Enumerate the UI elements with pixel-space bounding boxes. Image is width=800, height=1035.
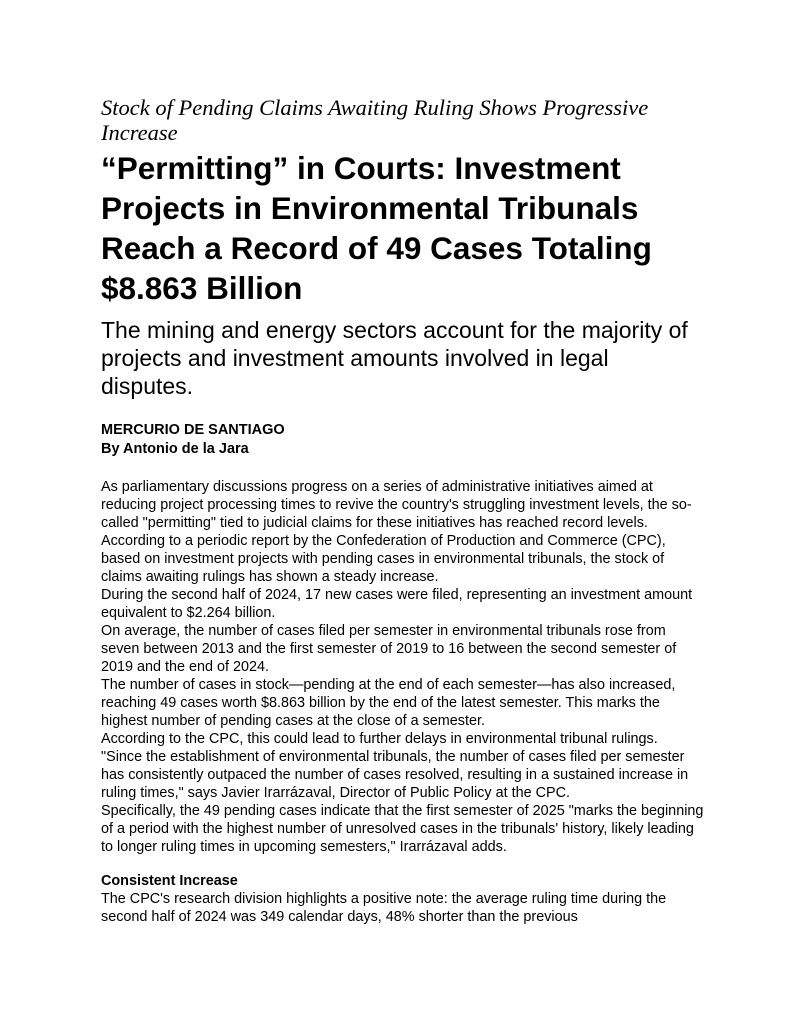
article-dek: The mining and energy sectors account for the majority of projects and investment amounts involved in legal disputes. (101, 317, 688, 399)
body-paragraph: Specifically, the 49 pending cases indicate that the first semester of 2025 "marks the beginning of a period with the highest number of unresolved cases in the tribunals' history, likely leading to longer ruling times in upcoming semesters," Irarrázaval adds. (101, 803, 704, 855)
body-paragraph: The CPC's research division highlights a positive note: the average ruling time during the second half of 2024 was 349 calendar days, 48% shorter than the previous (101, 891, 667, 925)
body-paragraph: During the second half of 2024, 17 new cases were filed, representing an investment amount equivalent to $2.264 billion. (101, 587, 693, 621)
body-paragraph: According to the CPC, this could lead to further delays in environmental tribunal rulings. (101, 731, 658, 747)
body-paragraph: According to a periodic report by the Confederation of Production and Commerce (CPC), based on investment projects with pending cases in environmental tribunals, the stock of claims awaiting rulings has shown a steady increase. (101, 533, 666, 585)
byline-author: By Antonio de la Jara (101, 441, 249, 457)
body-paragraph: On average, the number of cases filed per semester in environmental tribunals rose from seven between 2013 and the first semester of 2019 to 16 between the second semester of 2019 and the end of 2024. (101, 623, 677, 675)
body-paragraph: The number of cases in stock—pending at the end of each semester—has also increased, reaching 49 cases worth $8.863 billion by the end of the latest semester. This marks the highest number of pending cases at the close of a semester. (101, 677, 676, 729)
article-headline: “Permitting” in Courts: Investment Projects in Environmental Tribunals Reach a Record of 49 Cases Totaling $8.863 Billion (101, 150, 652, 306)
article-kicker: Stock of Pending Claims Awaiting Ruling Shows Progressive Increase (101, 95, 649, 145)
article-body (101, 478, 705, 856)
byline-source: MERCURIO DE SANTIAGO (101, 422, 285, 438)
article-body-continued (101, 890, 705, 926)
body-paragraph: As parliamentary discussions progress on a series of administrative initiatives aimed at reducing project processing times to revive the country's struggling investment levels, the so-called "permitting" tied to judicial claims for these initiatives has reached record levels. (101, 479, 692, 531)
body-paragraph: "Since the establishment of environmental tribunals, the number of cases filed per semester has consistently outpaced the number of cases resolved, resulting in a sustained increase in ruling times," says Javier Irarrázaval, Director of Public Policy at the CPC. (101, 749, 689, 801)
byline (101, 421, 711, 459)
article (101, 95, 711, 926)
section-subhead: Consistent Increase (101, 873, 238, 889)
